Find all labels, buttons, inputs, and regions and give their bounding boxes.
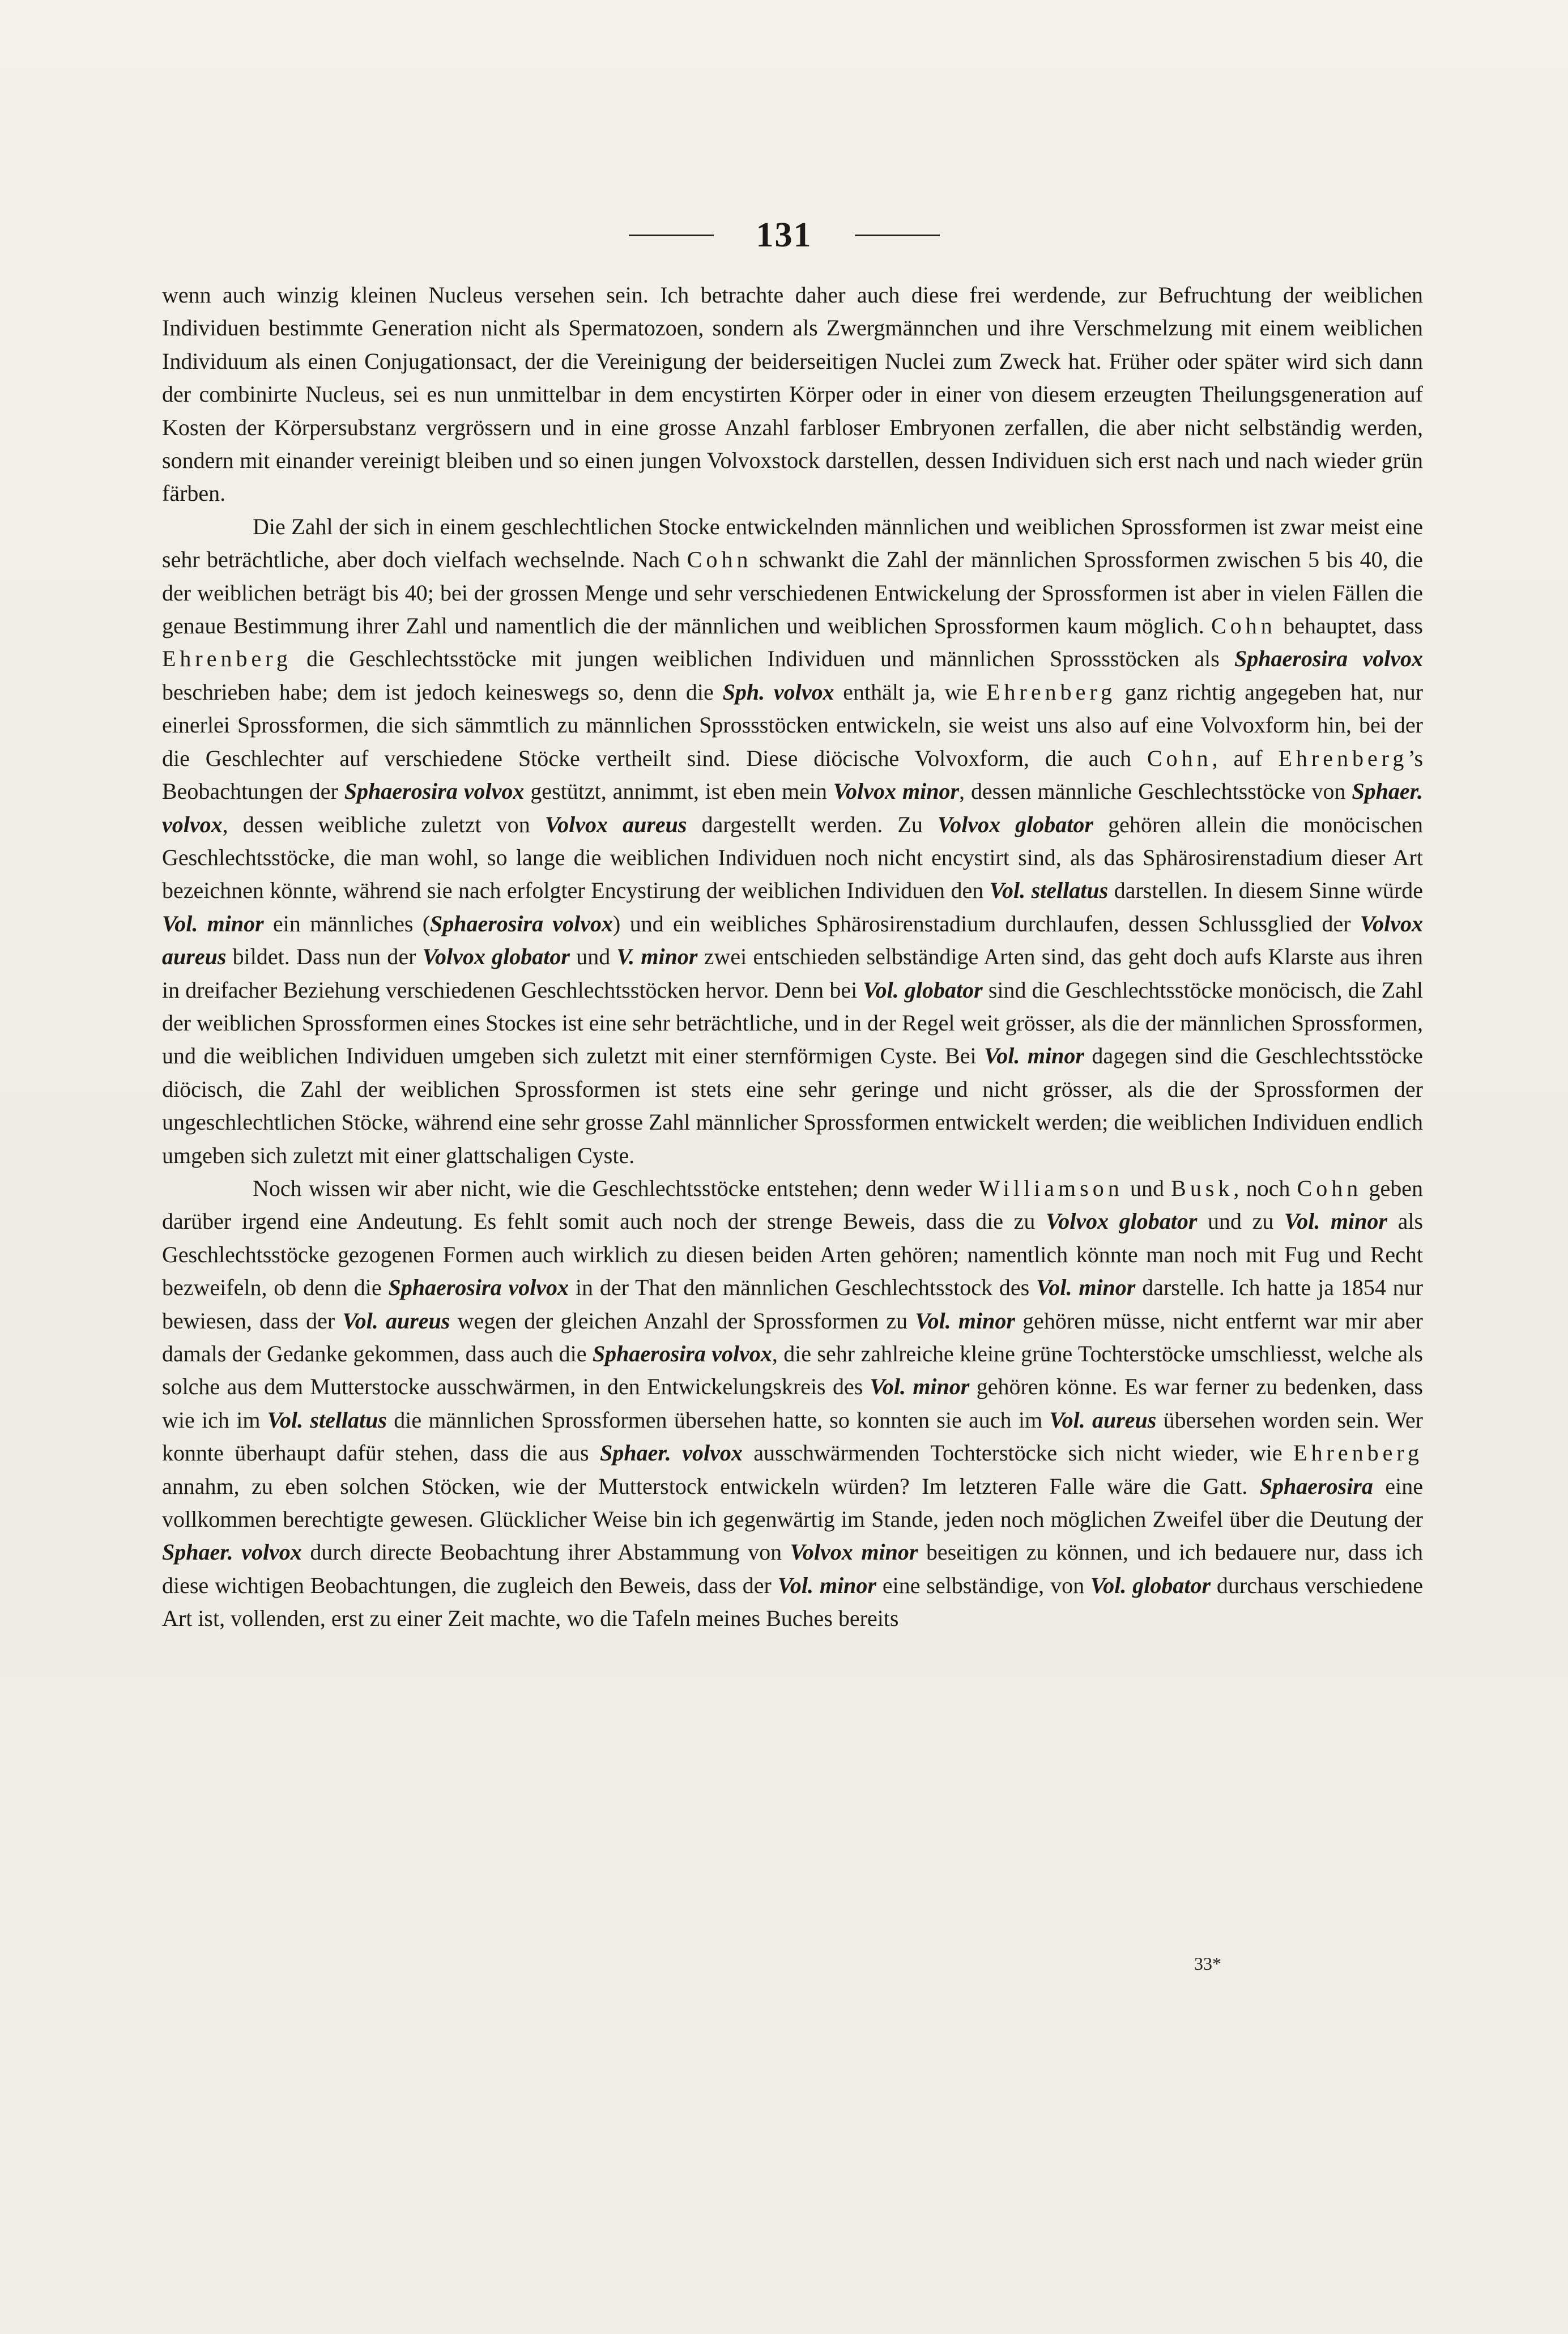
author-name: Cohn	[687, 547, 752, 573]
text-run: ) und ein weibliches Sphärosirenstadium durchlaufen, dessen Schlussglied der	[613, 910, 1360, 936]
header-rule-left	[629, 235, 714, 236]
species-name: Vol. stellatus	[267, 1407, 387, 1433]
species-name: Volvox globator	[1045, 1208, 1198, 1234]
text-run: und zu	[1197, 1208, 1284, 1234]
text-run: gehören allein die monöcischen Geschlechtsstöcke, die man wohl, so lange die weiblichen Individuen noch nicht encystirt sind, als das Sphärosirenstadium dieser Art bezeichnen könnte, während sie nach erfolgter Encystirung der weiblichen Individuen den	[162, 811, 1423, 904]
species-name: Volvox aureus	[544, 811, 687, 837]
species-name: Vol. globator	[1090, 1572, 1211, 1598]
text-run: bildet. Dass nun der	[226, 944, 423, 970]
text-run: durchaus verschiedene Art ist, vollenden, erst zu einer Zeit machte, wo die Tafeln meines Buches bereits	[162, 1572, 1424, 1632]
species-name: Vol. minor	[870, 1374, 970, 1400]
text-run: ausschwärmenden Tochterstöcke sich nicht wieder, wie	[742, 1440, 1294, 1466]
text-run: die männlichen Sprossformen übersehen hatte, so konnten sie auch im	[386, 1407, 1050, 1433]
species-name: Vol. aureus	[1049, 1407, 1157, 1433]
text-run: dargestellt werden. Zu	[687, 811, 938, 837]
author-name: Williamson	[978, 1175, 1123, 1201]
text-run: beseitigen zu können, und ich bedauere nur, dass ich diese wichtigen Beobachtungen, die zugleich den Beweis, dass der	[162, 1539, 1423, 1598]
text-run: , dessen männliche Geschlechtsstöcke von	[959, 778, 1352, 804]
text-run: übersehen worden sein. Wer konnte überhaupt dafür stehen, dass die aus	[162, 1407, 1423, 1466]
species-name: Vol. minor	[984, 1043, 1084, 1069]
text-run: darstelle. Ich hatte ja 1854 nur bewiesen, dass der	[162, 1275, 1424, 1334]
species-name: Vol. minor	[777, 1572, 876, 1598]
text-run: , die sehr zahlreiche kleine grüne Tochterstöcke umschliesst, welche als solche aus dem Mutterstocke ausschwärmen, in den Entwickelungskreis des	[162, 1341, 1423, 1400]
text-run: eine selbständige, von	[876, 1572, 1090, 1598]
text-run: zwei entschieden selbständige Arten sind, das geht doch aufs Klarste aus ihren in dreifacher Beziehung verschiedenen Geschlechtsstöcken hervor. Denn bei	[162, 944, 1424, 1003]
author-name: Ehrenberg	[1278, 745, 1408, 771]
text-run: darstellen. In diesem Sinne würde	[1108, 878, 1423, 904]
species-name: Volvox globator	[422, 944, 570, 970]
species-name: Sphaerosira	[1259, 1473, 1373, 1499]
species-name: Volvox minor	[833, 778, 960, 804]
species-name: Sphaerosira volvox	[388, 1275, 569, 1301]
text-run: , dessen weibliche zuletzt von	[222, 811, 545, 837]
text-run: als Geschlechtsstöcke gezogenen Formen auch wirklich zu diesen beiden Arten gehören; namentlich könnte man noch mit Fug und Recht bezweifeln, ob denn die	[162, 1208, 1424, 1301]
text-run: ein männliches (	[263, 910, 431, 936]
author-name: Cohn	[1297, 1175, 1362, 1201]
species-name: Sphaerosira volvox	[1234, 646, 1423, 672]
species-name: Vol. stellatus	[989, 878, 1109, 904]
text-run: und	[1123, 1175, 1171, 1201]
text-run: geben darüber irgend eine Andeutung. Es fehlt somit auch noch der strenge Beweis, dass die zu	[162, 1175, 1423, 1234]
text-run: sind die Geschlechtsstöcke monöcisch, die Zahl der weiblichen Sprossformen eines Stockes ist eine sehr beträchtliche, und in der Regel weit grösser, als die der männlichen Sprossformen, und die weiblichen Individuen umgeben sich zuletzt mit einer sternförmigen Cyste. Bei	[162, 977, 1424, 1069]
text-run: in der That den männlichen Geschlechtsstock des	[569, 1275, 1037, 1301]
author-name: Cohn	[1147, 745, 1212, 771]
species-name: Sphaer. volvox	[162, 1539, 302, 1565]
text-run: eine vollkommen berechtigte gewesen. Glücklicher Weise bin ich gegenwärtig im Stande, jeden noch möglichen Zweifel über die Deutung der	[162, 1473, 1423, 1532]
signature-mark: 33*	[1194, 1953, 1221, 1974]
page-header	[0, 210, 1568, 261]
author-name: Ehrenberg	[1293, 1440, 1423, 1466]
species-name: Volvox globator	[937, 811, 1093, 837]
author-name: Cohn	[1211, 613, 1276, 639]
text-run: behauptet, dass	[1276, 613, 1423, 639]
paragraph-1	[162, 279, 1423, 510]
text-run: Noch wissen wir aber nicht, wie die Geschlechtsstöcke entstehen; denn weder	[253, 1175, 979, 1201]
species-name: Sphaerosira volvox	[430, 910, 613, 936]
author-name: Ehrenberg	[162, 646, 292, 672]
text-run: die Geschlechtsstöcke mit jungen weiblichen Individuen und männlichen Sprossstöcken als	[291, 646, 1235, 672]
text-run: und	[569, 944, 617, 970]
species-name: Vol. minor	[915, 1307, 1015, 1334]
text-run: durch directe Beobachtung ihrer Abstammung von	[301, 1539, 790, 1565]
text-run: gehören könne. Es war ferner zu bedenken, dass wie ich im	[162, 1374, 1423, 1433]
text-run: annahm, zu eben solchen Stöcken, wie der Mutterstock entwickeln würden? Im letzteren Falle wäre die Gatt.	[162, 1473, 1260, 1499]
species-name: Vol. globator	[863, 977, 983, 1003]
species-name: Sph. volvox	[722, 679, 834, 705]
species-name: Sphaer. volvox	[162, 778, 1423, 837]
species-name: Sphaerosira volvox	[344, 778, 525, 804]
paragraph-2	[162, 510, 1423, 1172]
text-run: , noch	[1233, 1175, 1297, 1201]
text-run: wegen der gleichen Anzahl der Sprossformen zu	[450, 1307, 915, 1334]
text-run: ganz richtig angegeben hat, nur einerlei Sprossformen, die sich sämmtlich zu männlichen Sprossstöcken entwickeln, sie weist uns also auf eine Volvoxform hin, bei der die Geschlechter auf verschiedene Stöcke vertheilt sind. Diese diöcische Volvoxform, die auch	[162, 679, 1424, 771]
text-run: gehören müsse, nicht entfernt war mir aber damals der Gedanke gekommen, dass auch die	[162, 1307, 1423, 1366]
text-run: enthält ja, wie	[834, 679, 987, 705]
author-name: Busk	[1171, 1175, 1234, 1201]
species-name: Sphaer. volvox	[600, 1440, 743, 1466]
species-name: Volvox minor	[790, 1539, 918, 1565]
text-run: , auf	[1212, 745, 1279, 771]
body-text	[162, 279, 1423, 1635]
paragraph-3	[162, 1172, 1423, 1635]
species-name: Sphaerosira volvox	[592, 1341, 772, 1366]
text-run: Die Zahl der sich in einem geschlechtlichen Stocke entwickelnden männlichen und weiblichen Sprossformen ist zwar meist eine sehr beträchtliche, aber doch vielfach wechselnde. Nach	[162, 513, 1423, 573]
species-name: Vol. aureus	[342, 1307, 450, 1334]
text-run: gestützt, annimmt, ist eben mein	[524, 778, 833, 804]
author-name: Ehrenberg	[986, 679, 1116, 705]
page-number: 131	[756, 215, 812, 254]
text-run: beschrieben habe; dem ist jedoch keineswegs so, denn die	[162, 679, 723, 705]
text-run: wenn auch winzig kleinen Nucleus versehen sein. Ich betrachte daher auch diese frei werdende, zur Befruchtung der weiblichen Individuen bestimmte Generation nicht als Spermatozoen, sondern als Zwergmännchen und ihre Verschmelzung mit einem weiblichen Individuum als einen Conjugationsact, der die Vereinigung der beiderseitigen Nuclei zum Zweck hat. Früher oder später wird sich dann der combinirte Nucleus, sei es nun unmittelbar in dem encystirten Körper oder in einer von diesem erzeugten Theilungsgeneration auf Kosten der Körpersubstanz vergrössern und in eine grosse Anzahl farbloser Embryonen zerfallen, die aber nicht selbständig werden, sondern mit einander vereinigt bleiben und so einen jungen Volvoxstock darstellen, dessen Individuen sich erst nach und nach wieder grün färben.	[162, 282, 1423, 506]
species-name: Vol. minor	[162, 910, 264, 936]
header-rule-right	[855, 235, 940, 236]
species-name: Vol. minor	[1284, 1208, 1387, 1234]
species-name: V. minor	[616, 944, 698, 970]
species-name: Volvox aureus	[162, 910, 1423, 970]
text-run: ’s Beobachtungen der	[162, 745, 1424, 804]
text-run: dagegen sind die Geschlechtsstöcke diöcisch, die Zahl der weiblichen Sprossformen ist stets eine sehr geringe und nicht grösser, als die der Sprossformen der ungeschlechtlichen Stöcke, während eine sehr grosse Zahl männlicher Sprossformen entwickelt werden; die weiblichen Individuen endlich umgeben sich zuletzt mit einer glattschaligen Cyste.	[162, 1043, 1423, 1168]
species-name: Vol. minor	[1036, 1275, 1136, 1301]
text-run: schwankt die Zahl der männlichen Sprossformen zwischen 5 bis 40, die der weiblichen beträgt bis 40; bei der grossen Menge und sehr verschiedenen Entwickelung der Sprossformen ist aber in vielen Fällen die genaue Bestimmung ihrer Zahl und namentlich die der männlichen und weiblichen Sprossformen kaum möglich.	[162, 547, 1423, 639]
